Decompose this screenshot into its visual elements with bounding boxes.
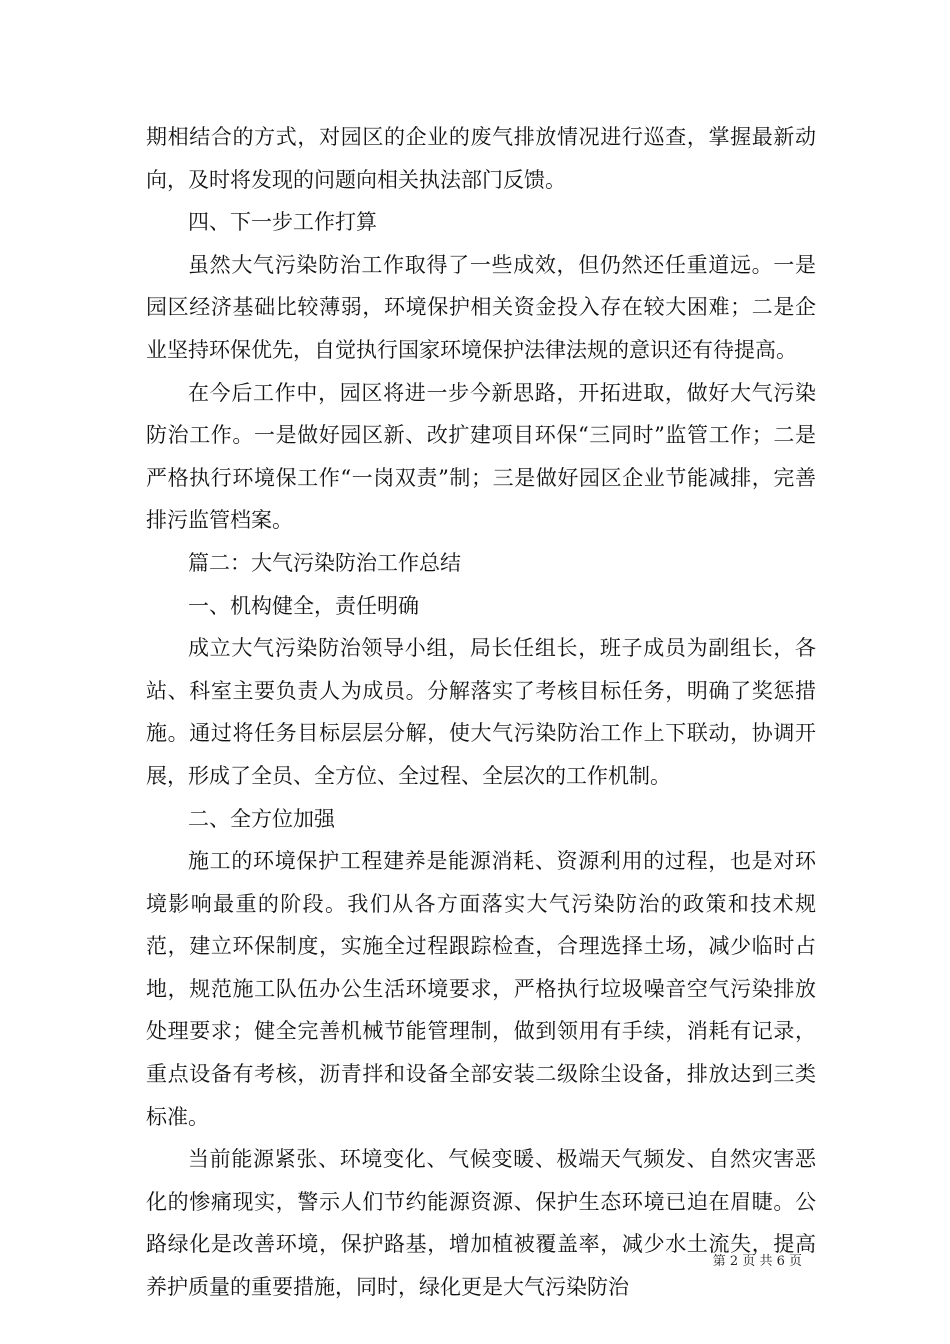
paragraph-construction: 施工的环境保护工程建养是能源消耗、资源利用的过程，也是对环境影响最重的阶段。我们从各方面落实大气污染防治的政策和技术规范，建立环保制度，实施全过程跟踪检查，合理选择土场，减少临时占地，规范施工队伍办公生活环境要求，严格执行垃圾噪音空气污染排放处理要求；健全完善机械节能管理制，做到领用有手续，消耗有记录，重点设备有考核，沥青拌和设备全部安装二级除尘设备，排放达到三类标准。: [146, 849, 816, 1129]
section-heading-organization: 一、机构健全，责任明确: [188, 593, 419, 618]
page-number: 第 2 页 共 6 页: [712, 1254, 802, 1269]
article-title-part-two: 篇二：大气污染防治工作总结: [188, 550, 461, 575]
paragraph-greening: 当前能源紧张、环境变化、气候变暖、极端天气频发、自然灾害恶化的惨痛现实，警示人们节约能源资源、保护生态环境已迫在眉睫。公路绿化是改善环境，保护路基，增加植被覆盖率，减少水土流失，提高养护质量的重要措施，同时，绿化更是大气污染防治: [146, 1147, 816, 1300]
section-heading-strengthen: 二、全方位加强: [188, 806, 335, 831]
paragraph-continuation: 期相结合的方式，对园区的企业的废气排放情况进行巡查，掌握最新动向，及时将发现的问题向相关执法部门反馈。: [146, 125, 816, 192]
section-heading-next-steps: 四、下一步工作打算: [188, 210, 377, 235]
paragraph-future-work: 在今后工作中，园区将进一步今新思路，开拓进取，做好大气污染防治工作。一是做好园区新、改扩建项目环保“三同时”监管工作；二是严格执行环境保工作“一岗双责”制；三是做好园区企业节能减排，完善排污监管档案。: [146, 380, 816, 533]
paragraph-organization: 成立大气污染防治领导小组，局长任组长，班子成员为副组长，各站、科室主要负责人为成员。分解落实了考核目标任务，明确了奖惩措施。通过将任务目标层层分解，使大气污染防治工作上下联动，协调开展，形成了全员、全方位、全过程、全层次的工作机制。: [146, 636, 816, 788]
document-body: [146, 116, 816, 1309]
paragraph-challenges: 虽然大气污染防治工作取得了一些成效，但仍然还任重道远。一是园区经济基础比较薄弱，环境保护相关资金投入存在较大困难；二是企业坚持环保优先，自觉执行国家环境保护法律法规的意识还有待提高。: [146, 252, 816, 362]
